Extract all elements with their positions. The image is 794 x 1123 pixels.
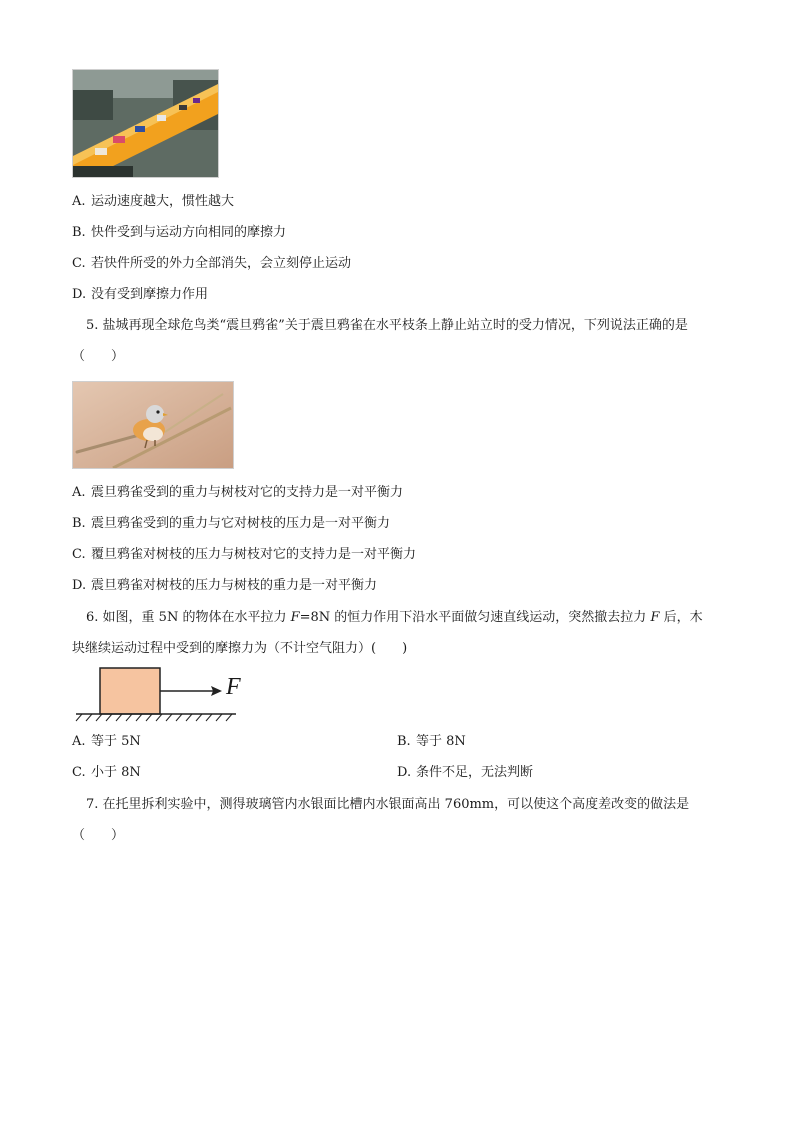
q6-stem-line1: 6. 如图，重 5N 的物体在水平拉力 F=8N 的恒力作用下沿水平面做匀速直线运动，突然撤去拉力 F 后，木 [86,610,703,625]
q5-stem-line2: （ ） [72,349,125,364]
q5-option-a: A. 震旦鸦雀受到的重力与树枝对它的支持力是一对平衡力 [72,485,404,500]
conveyor-illustration [73,70,218,177]
conveyor-photo [72,69,219,178]
q5-option-b: B. 震旦鸦雀受到的重力与它对树枝的压力是一对平衡力 [72,516,391,531]
q5-stem-line1: 5. 盐城再现全球危鸟类“震旦鸦雀”关于震旦鸦雀在水平枝条上静止站立时的受力情况，下列说法正确的是 [86,318,688,333]
q4-option-b: B. 快件受到与运动方向相同的摩擦力 [72,225,287,240]
ground-hatching [76,714,232,721]
q5-option-d: D. 震旦鸦雀对树枝的压力与树枝的重力是一对平衡力 [72,578,378,593]
q7-stem-line1: 7. 在托里拆利实验中，测得玻璃管内水银面比槽内水银面高出 760mm，可以使这个高度差改变的做法是 [86,797,690,812]
block [100,668,160,714]
force-diagram-svg [72,664,252,724]
q6-stem-line2: 块继续运动过程中受到的摩擦力为（不计空气阻力）( ) [72,641,408,656]
q4-option-d: D. 没有受到摩擦力作用 [72,287,209,302]
q4-option-a: A. 运动速度越大，惯性越大 [72,194,235,209]
force-label: F [226,674,241,700]
bird-photo [72,381,234,469]
q4-option-c: C. 若快件所受的外力全部消失，会立刻停止运动 [72,256,352,271]
q6-option-a: A. 等于 5N [72,734,141,749]
q6-option-b: B. 等于 8N [397,734,466,749]
q5-option-c: C. 覆旦鸦雀对树枝的压力与树枝对它的支持力是一对平衡力 [72,547,417,562]
force-diagram [72,664,252,724]
bird-illustration [73,382,233,468]
q7-stem-line2: （ ） [72,828,125,843]
q6-option-c: C. 小于 8N [72,765,141,780]
q6-option-d: D. 条件不足，无法判断 [397,765,534,780]
